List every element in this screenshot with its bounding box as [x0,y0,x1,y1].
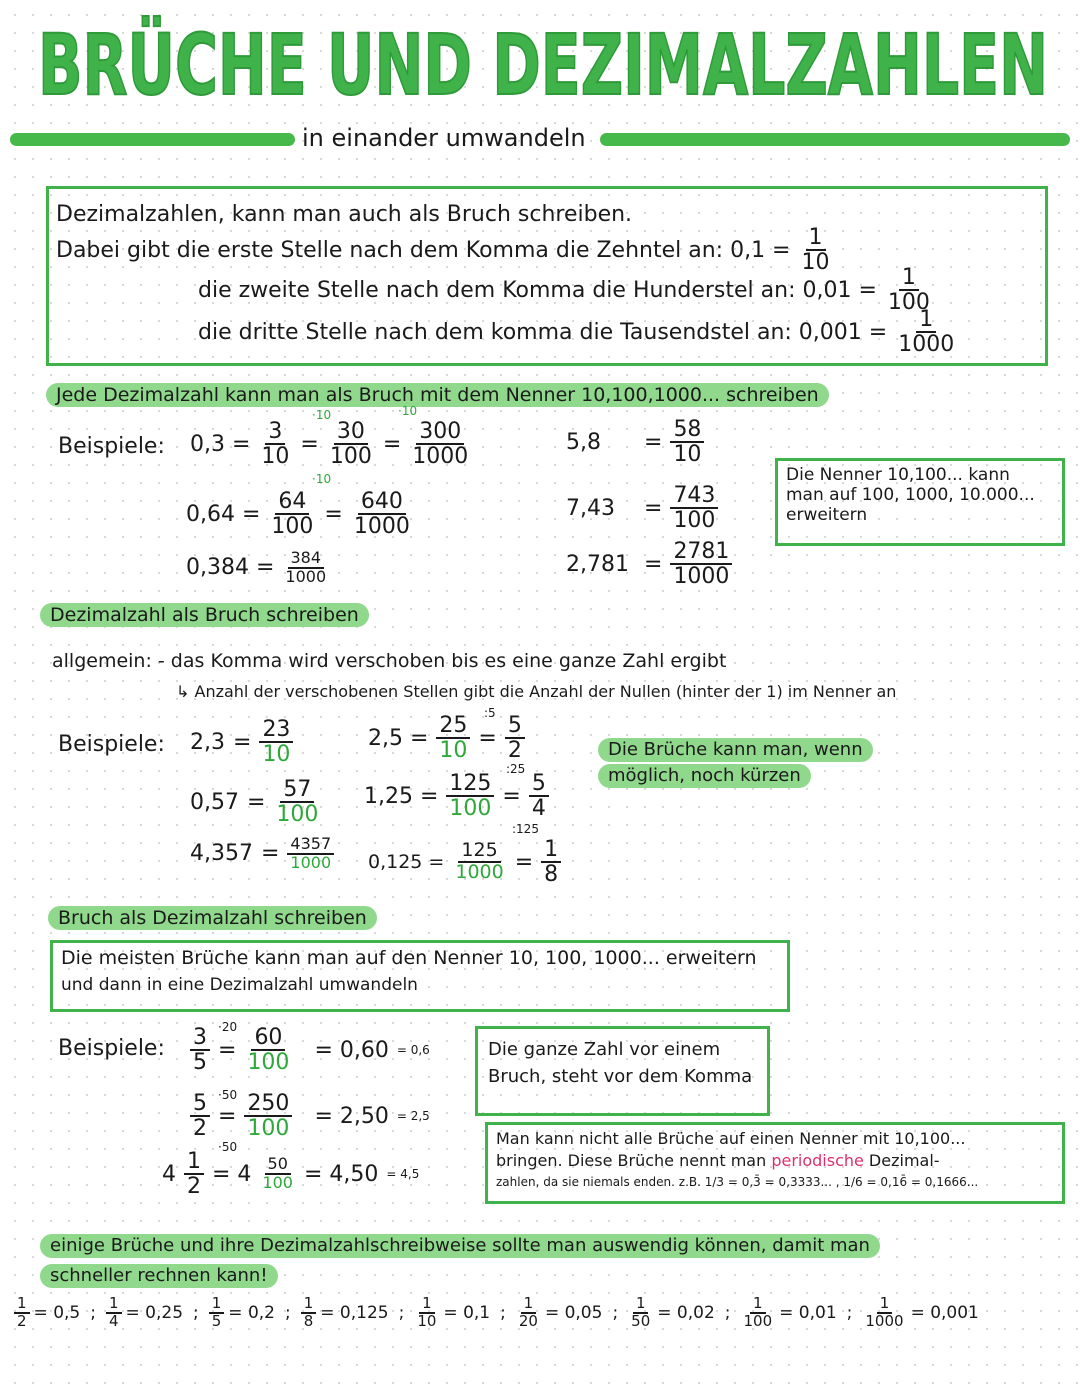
example-0-3: 0,3 = $\frac{3}{10}$ = $\frac{30}{100}$ = $\frac{300}{1000}$ [190,420,471,468]
decimal: 2,5 = [368,725,429,751]
decimal: 0,125 = [368,851,445,874]
page-title [18,6,1068,116]
subtitle-bar-right [600,133,1070,146]
decimal: 7,43 [566,495,615,521]
fraction: $\frac{1}{4}$ [106,1296,122,1330]
decimal: 4,357 [190,841,253,867]
periodic-term: periodische [771,1151,864,1170]
memorize-item [106,1296,183,1330]
fraction: $\frac{60}{100}$ [247,1025,290,1076]
fraction: $\frac{1}{8}$ [541,838,561,886]
title-text: BRÜCHE UND DEZIMALZAHLEN [38,16,1048,114]
note-box-ganze-zahl: Die ganze Zahl vor einem Bruch, steht vor dem Komma [475,1026,770,1116]
multiplier: ·10 [312,408,332,422]
memorize-item [301,1296,389,1330]
fraction: $\frac{2781}{1000}$ [670,540,732,588]
separator: ; [612,1302,619,1323]
general-rule-2: ↳ Anzahl der verschobenen Stellen gibt die Anzahl der Nullen (hinter der 1) im Nenner an [176,682,897,701]
fraction: $\frac{743}{100}$ [670,484,718,532]
fraction: $\frac{1}{2}$ [184,1150,204,1198]
note-kuerzen-2: möglich, noch kürzen [598,764,811,788]
section-heading: Bruch als Dezimalzahl schreiben [48,906,377,930]
fraction: $\frac{64}{100}$ [271,489,314,540]
decimal: = 2,50 [314,1103,389,1129]
fraction: $\frac{1}{1000}$ [898,307,955,358]
multiplier: ·50 [218,1140,238,1154]
memorize-item [516,1296,603,1330]
fraction: $\frac{1}{10}$ [417,1294,437,1330]
section-heading: Dezimalzahl als Bruch schreiben [40,603,369,627]
decimal: 2,3 [190,729,225,755]
reduce-factor: :25 [506,762,526,776]
decimal-value: = 0,05 [544,1302,603,1323]
decimal-value: = 0,125 [320,1302,389,1323]
fraction: $\frac{1}{100}$ [887,265,930,316]
fraction: $\frac{1}{20}$ [518,1294,538,1330]
fraction: $\frac{1}{1000}$ [865,1294,904,1330]
fraction: $\frac{5}{2}$ [505,714,525,762]
intro-line2: Dabei gibt die erste Stelle nach dem Komma die Zehntel an: 0,1 = [56,237,791,263]
decimal: 0,3 = [190,431,251,457]
fraction: $\frac{23}{10}$ [259,718,293,766]
intro-line1: Dezimalzahlen, kann man auch als Bruch schreiben. [56,202,633,227]
intro-line4: die dritte Stelle nach dem komma die Tausendstel an: 0,001 = [198,319,888,345]
example-0-57: 0,57 = $\frac{57}{100}$ [190,778,321,826]
examples-label: Beispiele: [58,434,165,459]
intro-row4 [198,308,957,356]
rule-box: Die meisten Brüche kann man auf den Nenner 10, 100, 1000... erweitern und dann in eine Dezimalzahl umwandeln [50,940,790,1012]
multiplier: ·20 [218,1020,238,1034]
fraction: $\frac{4357}{1000}$ [287,836,334,872]
memorize-line2: schneller rechnen kann! [40,1264,278,1288]
separator: ; [724,1302,731,1323]
examples-label: Beispiele: [58,732,165,757]
rule-heading: Jede Dezimalzahl kann man als Bruch mit dem Nenner 10,100,1000... schreiben [46,383,829,407]
example-4-1-2: 4 $\frac{1}{2}$ = 4 $\frac{50}{100}$ = 4,50 = 4,5 [162,1149,420,1200]
decimal-value: = 0,1 [443,1302,491,1323]
general-rule: allgemein: - das Komma wird verschoben bis es eine ganze Zahl ergibt [52,650,727,672]
memorize-line1: einige Brüche und ihre Dezimalzahlschreibweise sollte man auswendig können, damit man [40,1234,880,1258]
decimal-value: = 0,001 [910,1302,979,1323]
note-box-nenner: Die Nenner 10,100... kann man auf 100, 1000, 10.000... erweitern [775,458,1065,546]
fraction: $\frac{384}{1000}$ [285,548,327,586]
example-4-357: 4,357 = $\frac{4357}{1000}$ [190,836,334,872]
fraction: $\frac{57}{100}$ [276,777,319,828]
fraction: $\frac{640}{1000}$ [353,489,410,540]
fraction: $\frac{1}{5}$ [209,1296,225,1330]
decimal-value: = 0,02 [657,1302,715,1323]
decimal-value: = 0,01 [779,1302,837,1323]
decimal: 5,8 [566,429,601,455]
fraction: $\frac{1}{10}$ [801,225,830,276]
fraction: $\frac{125}{100}$ [446,772,494,820]
example-5-8: 5,8 = $\frac{58}{10}$ [566,418,704,466]
fraction: $\frac{3}{10}$ [261,419,290,470]
example-0-384 [186,550,329,586]
fraction: $\frac{58}{10}$ [670,418,704,466]
example-2-781: 2,781 = $\frac{2781}{1000}$ [566,540,732,588]
fraction: $\frac{3}{5}$ [190,1026,210,1074]
decimal-value: = 0,2 [228,1302,275,1323]
fraction: $\frac{1}{100}$ [743,1294,773,1330]
fraction: $\frac{250}{100}$ [244,1092,292,1140]
examples-label: Beispiele: [58,1036,165,1061]
multiplier: ·50 [218,1088,238,1102]
memorize-item [862,1296,979,1330]
note-kuerzen-1: Die Brüche kann man, wenn [598,738,873,762]
example-7-43: 7,43 = $\frac{743}{100}$ [566,484,718,532]
memorize-item [628,1296,715,1330]
fraction: $\frac{25}{10}$ [436,714,470,762]
fraction: $\frac{125}{1000}$ [455,839,504,884]
fraction: $\frac{1}{8}$ [301,1296,317,1330]
decimal: 0,57 [190,789,239,815]
decimal: 2,781 [566,551,629,577]
fraction: $\frac{5}{4}$ [529,772,549,820]
reduce-factor: :5 [484,706,496,720]
multiplier: ·10 [398,404,418,418]
memorize-item [414,1296,490,1330]
fraction: $\frac{1}{50}$ [631,1294,651,1330]
example-5-2: $\frac{5}{2}$ = $\frac{250}{100}$ = 2,50 = 2,5 [190,1092,430,1140]
subtitle: in einander umwandeln [302,124,586,152]
decimal: 0,384 = [186,555,275,581]
note-box-periodisch: Man kann nicht alle Brüche auf einen Nenner mit 10,100... bringen. Diese Brüche nennt man periodische Dezimal- zahlen, da sie niemals enden. z.B. 1/3 = 0,3̄ = 0,3333... , 1/6 = 0,16̄ = 0,1666... [485,1122,1065,1204]
decimal-value: = 0,5 [33,1302,81,1323]
separator: ; [90,1302,96,1323]
example-2-3: 2,3 = $\frac{23}{10}$ [190,718,293,766]
reduce-factor: :125 [512,822,539,836]
separator: ; [284,1302,291,1323]
decimal: 0,64 = [186,501,261,527]
memorize-item [741,1296,837,1330]
separator: ; [193,1302,199,1323]
memorize-item [209,1296,275,1330]
multiplier: ·10 [312,472,332,486]
example-3-5: $\frac{3}{5}$ = $\frac{60}{100}$ = 0,60 = 0,6 [190,1026,430,1074]
separator: ; [500,1302,506,1323]
decimal: 1,25 = [364,783,439,809]
example-2-5: 2,5 = $\frac{25}{10}$ = $\frac{5}{2}$ [368,714,525,762]
separator: ; [846,1302,853,1323]
example-0-64: 0,64 = $\frac{64}{100}$ = $\frac{640}{1000}$ [186,490,413,538]
fraction: $\frac{1}{2}$ [14,1296,30,1330]
example-0-125: 0,125 = $\frac{125}{1000}$ = $\frac{1}{8}$ [368,838,561,886]
memorize-list [14,1296,1074,1330]
fraction: $\frac{50}{100}$ [262,1154,293,1193]
decimal: = 4,50 [303,1161,379,1187]
intro-row3 [198,266,933,314]
separator: ; [398,1302,405,1323]
memorize-item [14,1296,80,1330]
fraction: $\frac{30}{100}$ [329,419,372,470]
fraction: $\frac{300}{1000}$ [412,419,469,470]
decimal-value: = 0,25 [125,1302,184,1323]
fraction: $\frac{5}{2}$ [190,1092,210,1140]
decimal: = 0,60 [314,1037,389,1063]
intro-line3: die zweite Stelle nach dem Komma die Hunderstel an: 0,01 = [198,277,877,303]
subtitle-bar-left [10,133,295,146]
example-1-25: 1,25 = $\frac{125}{100}$ = $\frac{5}{4}$ [364,772,549,820]
